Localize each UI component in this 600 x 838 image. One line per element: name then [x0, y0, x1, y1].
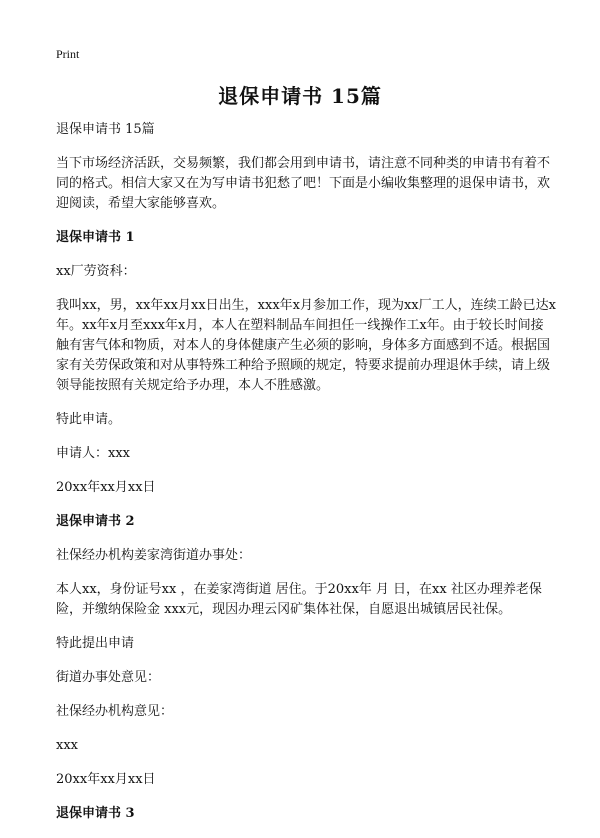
body-paragraph: 本人xx，身份证号xx ，在姜家湾街道 居住。于20xx年 月 日，在xx 社区办理养老保险，并缴纳保险金 xxx元，现因办理云冈矿集体社保，自愿退出城镇居民社保。	[56, 582, 542, 617]
page-title: 退保申请书 15篇	[218, 84, 382, 108]
salutation: xx厂劳资科：	[56, 264, 136, 279]
signature: xxx	[56, 738, 78, 753]
document-subtitle: 退保申请书 15篇	[56, 122, 155, 137]
agency-opinion: 社保经办机构意见：	[56, 704, 174, 719]
section-heading: 退保申请书 2	[56, 514, 135, 529]
section-heading: 退保申请书 3	[56, 806, 135, 821]
document-body	[56, 120, 556, 838]
intro-paragraph: 当下市场经济活跃，交易频繁，我们都会用到申请书，请注意不同种类的申请书有着不同的格式。相信大家又在为写申请书犯愁了吧！下面是小编收集整理的退保申请书，欢迎阅读，希望大家能够喜欢。	[56, 156, 551, 211]
closing: 特此申请。	[56, 412, 122, 427]
print-label: Print	[56, 47, 80, 61]
street-office-opinion: 街道办事处意见：	[56, 670, 161, 685]
applicant-signature: 申请人：xxx	[56, 446, 130, 461]
section-heading: 退保申请书 1	[56, 230, 135, 245]
date-line: 20xx年xx月xx日	[56, 480, 156, 495]
body-paragraph: 我叫xx，男，xx年xx月xx日出生，xxx年x月参加工作，现为xx厂工人，连续工龄已达x年。xx年x月至xxx年x月，本人在塑料制品车间担任一线操作工x年。由于较长时间接触有害气体和物质，对本人的身体健康产生必须的影响，身体多方面感到不适。根据国家有关劳保政策和对从事特殊工种给予照顾的规定，特要求提前办理退休手续，请上级领导能按照有关规定给予办理，本人不胜感激。	[56, 298, 556, 393]
date-line: 20xx年xx月xx日	[56, 772, 156, 787]
closing: 特此提出申请	[56, 636, 135, 651]
salutation: 社保经办机构姜家湾街道办事处：	[56, 548, 252, 563]
